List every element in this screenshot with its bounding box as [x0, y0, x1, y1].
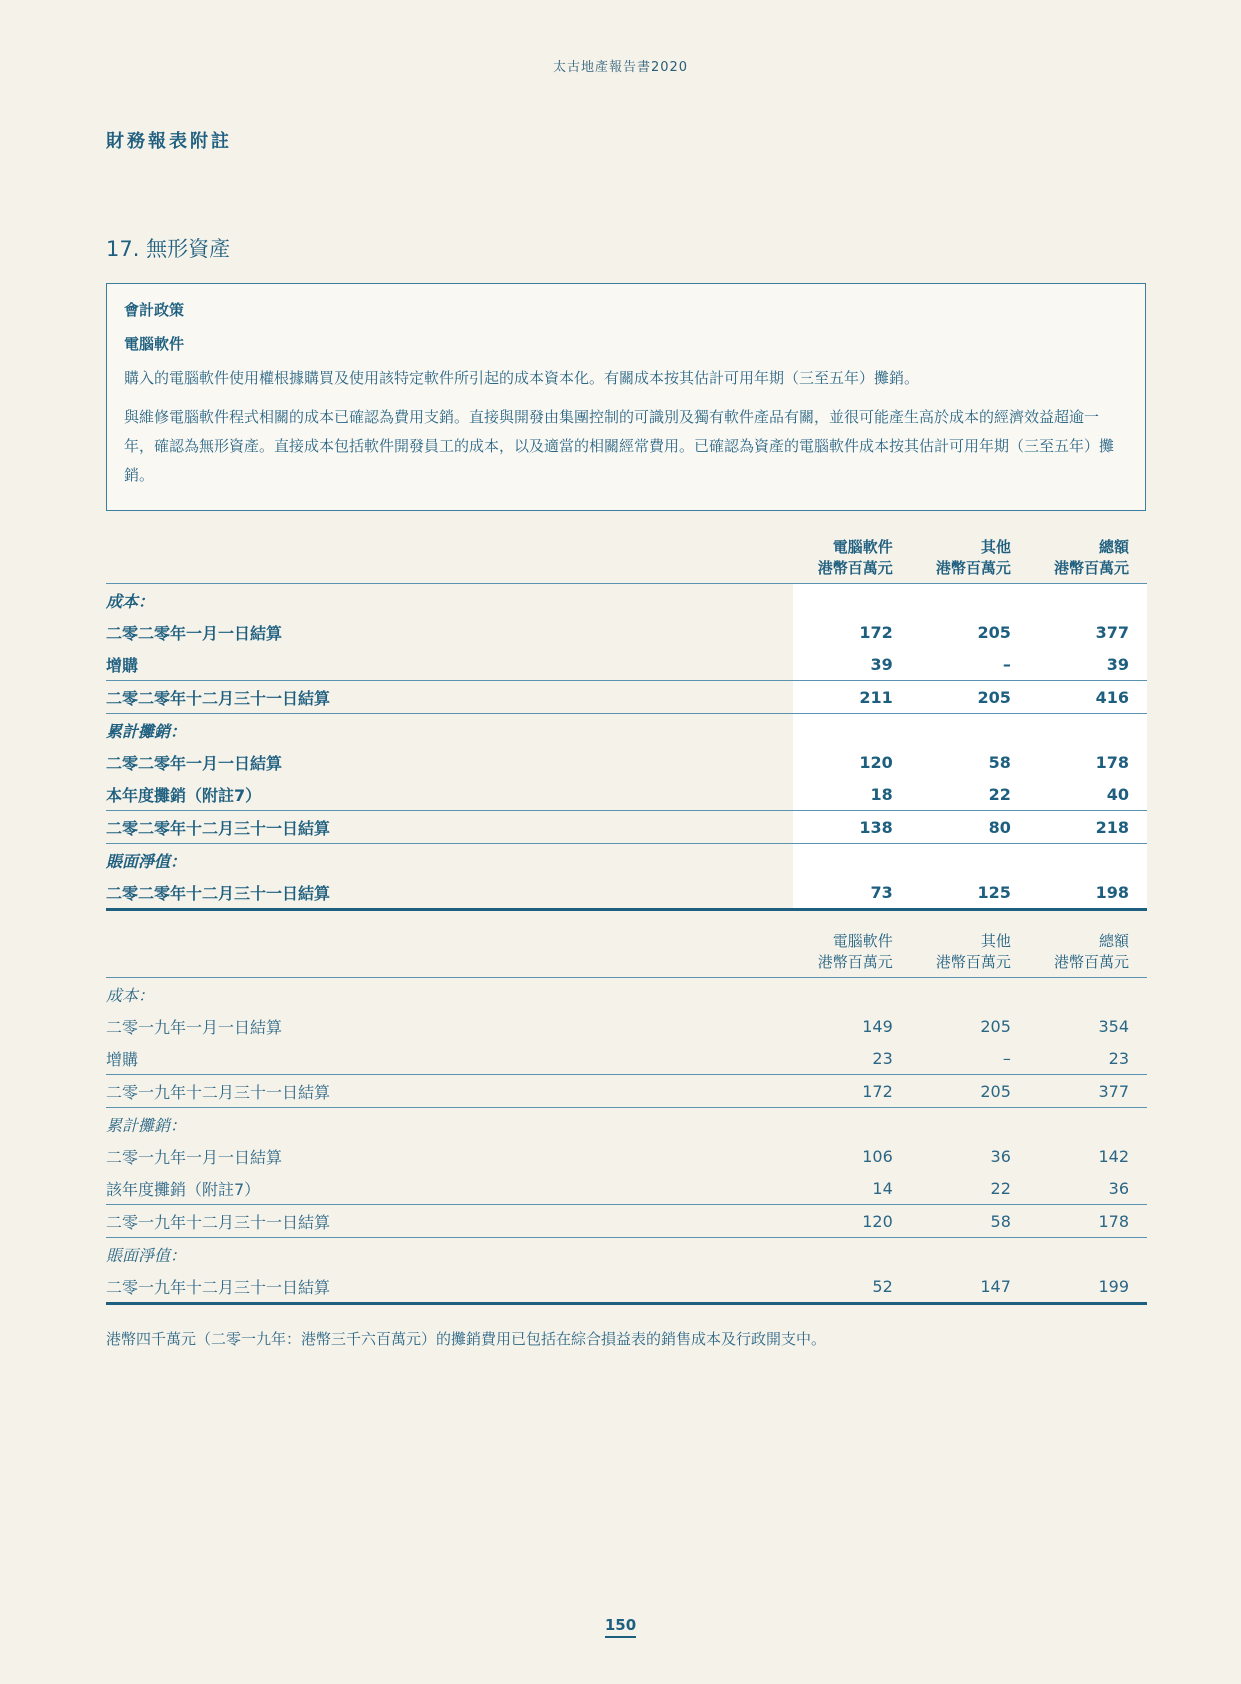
cell-software: 211 — [793, 681, 911, 714]
column-header-other: 其他 港幣百萬元 — [911, 537, 1029, 584]
cell-other — [911, 1238, 1029, 1271]
cell-software: 120 — [793, 746, 911, 778]
table-row — [106, 1270, 1147, 1304]
cell-software: 138 — [793, 811, 911, 844]
row-label: 二零二零年十二月三十一日結算 — [106, 681, 793, 714]
cell-total — [1029, 1108, 1147, 1141]
cell-total: 23 — [1108, 1048, 1129, 1068]
cell-software — [793, 1108, 911, 1141]
page-number: 150 — [0, 1616, 1241, 1634]
amortisation-footnote: 港幣四千萬元（二零一九年：港幣三千六百萬元）的攤銷費用已包括在綜合損益表的銷售成本及行政開支中。 — [106, 1330, 827, 1348]
cell-software — [793, 1238, 911, 1271]
cell-software: 120 — [793, 1205, 911, 1238]
accounting-policy-box — [106, 283, 1146, 511]
section-title: 財務報表附註 — [106, 131, 232, 152]
table-row — [106, 1172, 1147, 1205]
cell-other: 205 — [980, 1016, 1011, 1036]
table-row — [106, 746, 1147, 778]
cell-other — [911, 1108, 1029, 1141]
cell-software: 172 — [793, 616, 911, 648]
column-header-total: 總額 港幣百萬元 — [1029, 931, 1147, 978]
row-label: 增購 — [106, 655, 139, 675]
cell-other: 205 — [911, 681, 1029, 714]
row-label: 二零二零年十二月三十一日結算 — [106, 811, 793, 844]
cell-total: 218 — [1029, 811, 1147, 844]
row-label: 二零二零年一月一日結算 — [106, 753, 283, 773]
policy-subheading: 電腦軟件 — [124, 335, 185, 353]
cell-total — [1029, 978, 1147, 1011]
table-row — [106, 681, 1147, 714]
table-header-row — [106, 931, 1147, 978]
table-row — [106, 844, 1147, 877]
table-row — [106, 1010, 1147, 1042]
intangible-assets-table-2019 — [106, 931, 1147, 1305]
cell-software: 149 — [862, 1016, 893, 1036]
policy-heading: 會計政策 — [124, 301, 185, 319]
row-label: 賬面淨值： — [106, 844, 793, 877]
cell-total: 377 — [1029, 1075, 1147, 1108]
cell-total — [1029, 844, 1147, 877]
cell-other: – — [1002, 1048, 1011, 1068]
cell-software — [793, 978, 911, 1011]
cell-other — [911, 844, 1029, 877]
column-header-software: 電腦軟件 港幣百萬元 — [793, 931, 911, 978]
table-row — [106, 714, 1147, 747]
cell-total: 36 — [1108, 1178, 1129, 1198]
column-header-other: 其他 港幣百萬元 — [911, 931, 1029, 978]
row-label: 二零一九年十二月三十一日結算 — [106, 1270, 793, 1304]
cell-software — [793, 844, 911, 877]
cell-software — [793, 714, 911, 747]
table-row — [106, 778, 1147, 811]
cell-total — [1029, 1238, 1147, 1271]
note-title: 17. 無形資產 — [106, 237, 231, 261]
cell-other: 22 — [911, 778, 1029, 811]
cell-other — [911, 978, 1029, 1011]
table-row — [106, 616, 1147, 648]
table-row — [106, 1042, 1147, 1075]
cell-total: 198 — [1029, 876, 1147, 910]
policy-paragraph-1: 購入的電腦軟件使用權根據購買及使用該特定軟件所引起的成本資本化。有關成本按其估計可用年期（三至五年）攤銷。 — [124, 369, 920, 387]
cell-other: 58 — [911, 1205, 1029, 1238]
cell-total: 39 — [1029, 648, 1147, 681]
cell-software: 172 — [793, 1075, 911, 1108]
row-label: 成本： — [106, 985, 155, 1005]
row-label: 二零一九年十二月三十一日結算 — [106, 1075, 793, 1108]
header-label-cell — [106, 931, 793, 978]
table-row — [106, 876, 1147, 910]
cell-software — [793, 584, 911, 617]
cell-other: 80 — [911, 811, 1029, 844]
table-row — [106, 1205, 1147, 1238]
table-row — [106, 811, 1147, 844]
table-header-row — [106, 537, 1147, 584]
cell-software: 106 — [862, 1146, 893, 1166]
row-label: 二零二零年十二月三十一日結算 — [106, 876, 793, 910]
cell-total: 40 — [1029, 778, 1147, 811]
column-header-total: 總額 港幣百萬元 — [1029, 537, 1147, 584]
cell-total: 142 — [1098, 1146, 1129, 1166]
cell-software: 39 — [793, 648, 911, 681]
row-label: 二零一九年十二月三十一日結算 — [106, 1205, 793, 1238]
cell-total: 178 — [1029, 1205, 1147, 1238]
cell-software: 14 — [872, 1178, 893, 1198]
row-label: 成本： — [106, 591, 155, 611]
cell-total: 354 — [1098, 1016, 1129, 1036]
row-label: 二零一九年一月一日結算 — [106, 1147, 283, 1167]
cell-software: 23 — [872, 1048, 893, 1068]
cell-other: 205 — [911, 616, 1029, 648]
table-row — [106, 1075, 1147, 1108]
row-label: 賬面淨值： — [106, 1238, 793, 1271]
row-label: 增購 — [106, 1049, 139, 1069]
cell-software: 18 — [793, 778, 911, 811]
cell-other — [911, 584, 1029, 617]
cell-other: 125 — [911, 876, 1029, 910]
table-row — [106, 1140, 1147, 1172]
cell-software: 73 — [793, 876, 911, 910]
table-row — [106, 978, 1147, 1011]
row-label: 本年度攤銷（附註7） — [106, 785, 262, 805]
cell-other: 205 — [911, 1075, 1029, 1108]
header-label-cell — [106, 537, 793, 584]
report-header: 太古地產報告書2020 — [552, 60, 689, 75]
cell-other: – — [911, 648, 1029, 681]
cell-total — [1029, 714, 1147, 747]
row-label: 二零二零年一月一日結算 — [106, 623, 283, 643]
row-label: 累計攤銷： — [106, 714, 793, 747]
cell-software: 52 — [793, 1270, 911, 1304]
row-label: 累計攤銷： — [106, 1108, 793, 1141]
cell-other: 36 — [990, 1146, 1011, 1166]
column-header-software: 電腦軟件 港幣百萬元 — [793, 537, 911, 584]
table-row — [106, 648, 1147, 681]
cell-other: 22 — [990, 1178, 1011, 1198]
cell-total: 178 — [1029, 746, 1147, 778]
cell-other: 58 — [911, 746, 1029, 778]
cell-other — [911, 714, 1029, 747]
cell-total: 416 — [1029, 681, 1147, 714]
cell-other: 147 — [911, 1270, 1029, 1304]
cell-total — [1029, 584, 1147, 617]
cell-total: 199 — [1029, 1270, 1147, 1304]
table-row — [106, 1108, 1147, 1141]
intangible-assets-table-2020 — [106, 537, 1147, 911]
cell-total: 377 — [1029, 616, 1147, 648]
table-row — [106, 1238, 1147, 1271]
table-row — [106, 584, 1147, 617]
policy-paragraph-2: 與維修電腦軟件程式相關的成本已確認為費用支銷。直接與開發由集團控制的可識別及獨有軟件產品有關，並很可能產生高於成本的經濟效益超逾一年，確認為無形資產。直接成本包括軟件開發員工的成本，以及適當的相關經常費用。已確認為資產的電腦軟件成本按其估計可用年期（三至五年）攤銷。 — [124, 408, 1115, 484]
row-label: 該年度攤銷（附註7） — [106, 1179, 261, 1199]
row-label: 二零一九年一月一日結算 — [106, 1017, 283, 1037]
